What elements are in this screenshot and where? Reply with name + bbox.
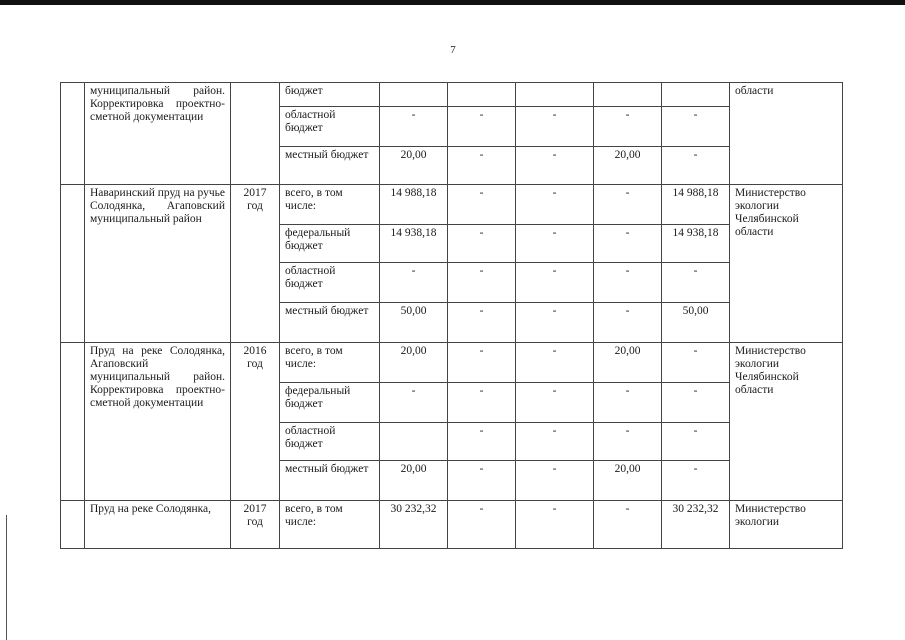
object-name-cell: Пруд на реке Солодянка, Агаповский муниципальный район. Корректировка проектно-сметной документации [85,343,231,501]
amount-cell [448,83,516,107]
amount-cell: - [516,225,594,263]
amount-cell: - [516,461,594,501]
amount-cell: - [662,461,730,501]
amount-cell: - [448,383,516,423]
object-name-cell: Наваринский пруд на ручье Солодянка, Агаповский муниципальный район [85,185,231,343]
funding-source-cell: бюджет [280,83,380,107]
amount-cell: - [448,185,516,225]
funding-source-cell: федеральный бюджет [280,383,380,423]
amount-cell: - [516,107,594,147]
amount-cell: - [448,303,516,343]
budget-table [60,82,843,549]
amount-cell: - [380,383,448,423]
funding-source-cell: областной бюджет [280,423,380,461]
scan-top-edge [0,0,905,5]
amount-cell: - [516,343,594,383]
amount-cell: - [594,225,662,263]
amount-cell: 30 232,32 [662,501,730,549]
row-index-cell [61,501,85,549]
amount-cell: - [516,303,594,343]
amount-cell: - [662,423,730,461]
amount-cell: 50,00 [662,303,730,343]
amount-cell: 14 988,18 [662,185,730,225]
amount-cell: 20,00 [594,461,662,501]
responsible-agency-cell: Министерство экологии Челябинской области [730,185,843,343]
amount-cell: - [380,263,448,303]
table-row [61,83,843,107]
amount-cell: 14 938,18 [662,225,730,263]
funding-source-cell: всего, в том числе: [280,185,380,225]
amount-cell: - [448,147,516,185]
table-row [61,343,843,383]
funding-source-cell: всего, в том числе: [280,501,380,549]
amount-cell: 20,00 [380,147,448,185]
amount-cell: - [448,343,516,383]
amount-cell: 14 988,18 [380,185,448,225]
amount-cell: - [662,107,730,147]
amount-cell: - [594,383,662,423]
amount-cell: - [448,263,516,303]
table-row [61,501,843,549]
amount-cell [380,83,448,107]
funding-source-cell: местный бюджет [280,461,380,501]
amount-cell: - [662,343,730,383]
amount-cell [380,423,448,461]
year-cell: 2017 год [231,185,280,343]
row-index-cell [61,83,85,185]
amount-cell: 20,00 [380,343,448,383]
row-index-cell [61,343,85,501]
amount-cell: - [594,263,662,303]
funding-source-cell: местный бюджет [280,147,380,185]
amount-cell: - [594,303,662,343]
amount-cell: - [448,423,516,461]
amount-cell: 50,00 [380,303,448,343]
responsible-agency-cell: Министерство экологии Челябинской области [730,343,843,501]
amount-cell: - [448,225,516,263]
amount-cell: 20,00 [594,343,662,383]
object-name-cell: муниципальный район. Корректировка проектно-сметной документации [85,83,231,185]
page-number: 7 [450,44,456,56]
amount-cell: - [516,185,594,225]
amount-cell [662,83,730,107]
amount-cell: - [448,461,516,501]
amount-cell: - [594,107,662,147]
amount-cell: - [662,383,730,423]
row-index-cell [61,185,85,343]
funding-source-cell: местный бюджет [280,303,380,343]
object-name-cell: Пруд на реке Солодянка, [85,501,231,549]
amount-cell: 20,00 [380,461,448,501]
year-cell: 2017 год [231,501,280,549]
amount-cell: 20,00 [594,147,662,185]
funding-source-cell: областной бюджет [280,107,380,147]
year-cell: 2016 год [231,343,280,501]
funding-source-cell: федеральный бюджет [280,225,380,263]
amount-cell: - [516,383,594,423]
year-cell [231,83,280,185]
amount-cell: - [516,147,594,185]
amount-cell: - [380,107,448,147]
amount-cell: - [448,107,516,147]
amount-cell: - [594,185,662,225]
amount-cell: 14 938,18 [380,225,448,263]
amount-cell [516,83,594,107]
amount-cell: - [594,423,662,461]
table-row [61,185,843,225]
amount-cell: - [516,263,594,303]
responsible-agency-cell: Министерство экологии [730,501,843,549]
scan-margin-line [6,515,7,640]
funding-source-cell: областной бюджет [280,263,380,303]
responsible-agency-cell: области [730,83,843,185]
amount-cell: - [594,501,662,549]
amount-cell: - [662,263,730,303]
amount-cell [594,83,662,107]
amount-cell: - [662,147,730,185]
amount-cell: - [448,501,516,549]
table-body [61,83,843,549]
funding-source-cell: всего, в том числе: [280,343,380,383]
amount-cell: 30 232,32 [380,501,448,549]
amount-cell: - [516,501,594,549]
amount-cell: - [516,423,594,461]
